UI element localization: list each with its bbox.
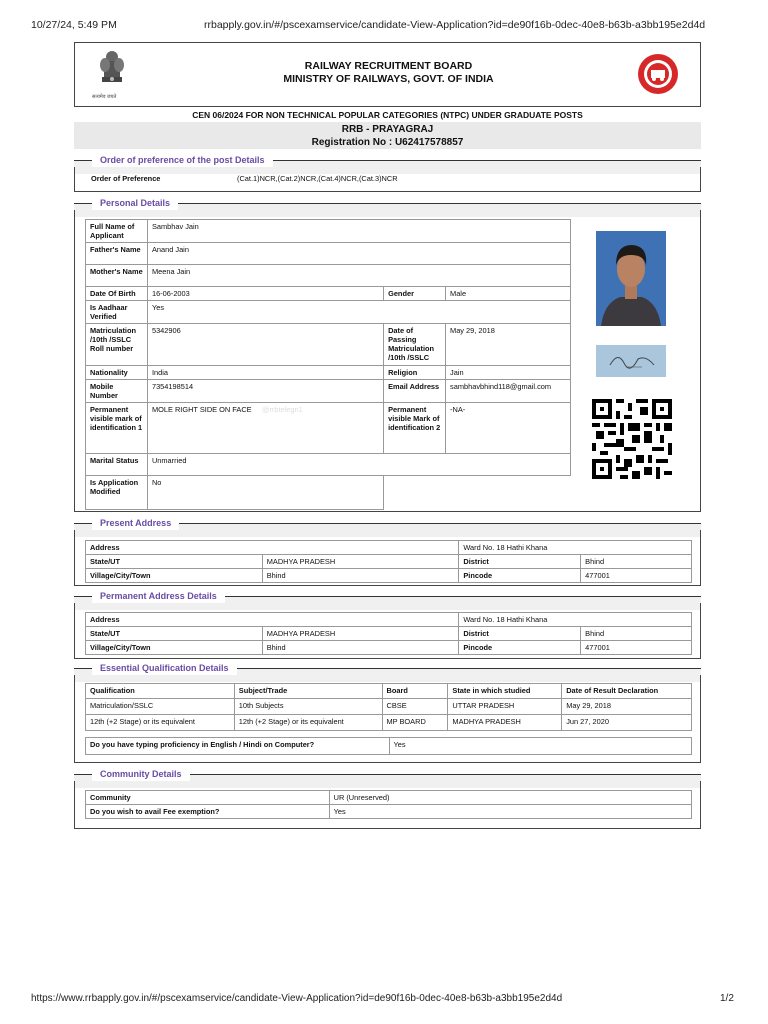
- present-pincode-label: Pincode: [459, 569, 581, 583]
- mark1-value: [147, 403, 383, 454]
- permanent-address-value: Ward No. 18 Hathi Khana: [459, 613, 692, 627]
- header-subtitle: MINISTRY OF RAILWAYS, GOVT. OF INDIA: [283, 73, 494, 85]
- passing-date-label: Date of Passing Matriculation /10th /SSLC: [384, 324, 446, 366]
- community-value: UR (Unreserved): [329, 791, 691, 805]
- qual-header-board: Board: [382, 684, 448, 699]
- matric-roll-label: Matriculation /10th /SSLC Roll number: [86, 324, 148, 366]
- passing-date-value: May 29, 2018: [446, 324, 571, 366]
- qual-cell: MP BOARD: [382, 715, 448, 731]
- typing-table: [85, 737, 692, 755]
- permanent-state-label: State/UT: [86, 627, 263, 641]
- preference-label: Order of Preference: [91, 174, 161, 183]
- qual-cell: 10th Subjects: [234, 699, 382, 715]
- qr-code-icon: [592, 398, 672, 480]
- print-url: rrbapply.gov.in/#/pscexamservice/candidate-View-Application?id=de90f16b-0dec-40e8-b63b-a3bb195e2d4d: [204, 19, 706, 31]
- community-table: [85, 790, 692, 819]
- qualification-table: [85, 683, 692, 731]
- preference-box: [74, 167, 701, 192]
- mark2-value: -NA-: [446, 403, 571, 454]
- table-row: [86, 715, 692, 731]
- present-district-value: Bhind: [581, 555, 692, 569]
- preference-section-title: Order of preference of the post Details: [92, 153, 273, 167]
- header-box: [74, 42, 701, 107]
- permanent-section-title: Permanent Address Details: [92, 589, 225, 603]
- registration-number: Registration No : U62417578857: [311, 137, 464, 148]
- applicant-photo: [596, 231, 666, 326]
- present-state-value: MADHYA PRADESH: [262, 555, 459, 569]
- notice-title: CEN 06/2024 FOR NON TECHNICAL POPULAR CATEGORIES (NTPC) UNDER GRADUATE POSTS: [192, 110, 583, 120]
- emblem-caption: सत्यमेव जयते: [92, 94, 117, 100]
- religion-value: Jain: [446, 366, 571, 380]
- qual-cell: May 29, 2018: [562, 699, 692, 715]
- personal-table: [85, 219, 571, 510]
- mother-name-label: Mother's Name: [86, 265, 148, 287]
- present-state-label: State/UT: [86, 555, 263, 569]
- permanent-pincode-label: Pincode: [459, 641, 581, 655]
- mobile-value: 7354198514: [147, 380, 383, 403]
- mark1-text: MOLE RIGHT SIDE ON FACE: [151, 405, 252, 414]
- typing-value: Yes: [389, 738, 691, 755]
- watermark: @rrbtelegn1: [261, 405, 303, 414]
- permanent-table: [85, 612, 692, 655]
- aadhaar-value: Yes: [147, 301, 570, 324]
- qual-cell: 12th (+2 Stage) or its equivalent: [86, 715, 235, 731]
- preference-value: (Cat.1)NCR,(Cat.2)NCR,(Cat.4)NCR,(Cat.3)NCR: [237, 174, 398, 183]
- full-name-label: Full Name of Applicant: [86, 220, 148, 243]
- nationality-label: Nationality: [86, 366, 148, 380]
- full-name-value: Sambhav Jain: [147, 220, 570, 243]
- nationality-value: India: [147, 366, 383, 380]
- present-table: [85, 540, 692, 583]
- permanent-district-value: Bhind: [581, 627, 692, 641]
- print-page-number: 1/2: [720, 993, 734, 1004]
- rrb-name: RRB - PRAYAGRAJ: [341, 124, 434, 135]
- permanent-state-value: MADHYA PRADESH: [262, 627, 459, 641]
- modified-label: Is Application Modified: [86, 476, 148, 510]
- qual-header-subject: Subject/Trade: [234, 684, 382, 699]
- present-address-value: Ward No. 18 Hathi Khana: [459, 541, 692, 555]
- qual-header-qualification: Qualification: [86, 684, 235, 699]
- typing-label: Do you have typing proficiency in English / Hindi on Computer?: [86, 738, 390, 755]
- permanent-village-value: Bhind: [262, 641, 459, 655]
- qual-cell: CBSE: [382, 699, 448, 715]
- fee-exemption-value: Yes: [329, 805, 691, 819]
- mother-name-value: Meena Jain: [147, 265, 570, 287]
- print-footer-url: https://www.rrbapply.gov.in/#/pscexamservice/candidate-View-Application?id=de90f16b-0dec-40e8-b63b-a3bb195e2d4d: [31, 993, 563, 1004]
- header-title: RAILWAY RECRUITMENT BOARD: [304, 60, 473, 72]
- present-village-label: Village/City/Town: [86, 569, 263, 583]
- father-name-value: Anand Jain: [147, 243, 570, 265]
- permanent-pincode-value: 477001: [581, 641, 692, 655]
- father-name-label: Father's Name: [86, 243, 148, 265]
- applicant-signature: [596, 345, 666, 377]
- present-pincode-value: 477001: [581, 569, 692, 583]
- aadhaar-label: Is Aadhaar Verified: [86, 301, 148, 324]
- gender-label: Gender: [384, 287, 446, 301]
- dob-label: Date Of Birth: [86, 287, 148, 301]
- mark1-label: Permanent visible mark of identification 1: [86, 403, 148, 454]
- print-datetime: 10/27/24, 5:49 PM: [31, 19, 117, 31]
- gender-value: Male: [446, 287, 571, 301]
- religion-label: Religion: [384, 366, 446, 380]
- matric-roll-value: 5342906: [147, 324, 383, 366]
- dob-value: 16-06-2003: [147, 287, 383, 301]
- community-label: Community: [86, 791, 330, 805]
- qual-header-date: Date of Result Declaration: [562, 684, 692, 699]
- qualification-section-title: Essential Qualification Details: [92, 661, 237, 675]
- permanent-district-label: District: [459, 627, 581, 641]
- personal-section-title: Personal Details: [92, 196, 178, 210]
- marital-label: Marital Status: [86, 454, 148, 476]
- qual-header-state: State in which studied: [448, 684, 562, 699]
- present-district-label: District: [459, 555, 581, 569]
- community-section-title: Community Details: [92, 767, 190, 781]
- present-village-value: Bhind: [262, 569, 459, 583]
- qual-cell: Matriculation/SSLC: [86, 699, 235, 715]
- mark2-label: Permanent visible Mark of identification 2: [384, 403, 446, 454]
- email-value: sambhavbhind118@gmail.com: [446, 380, 571, 403]
- marital-value: Unmarried: [147, 454, 570, 476]
- fee-exemption-label: Do you wish to avail Fee exemption?: [86, 805, 330, 819]
- modified-value: No: [147, 476, 383, 510]
- railway-logo-icon: [637, 53, 679, 95]
- qual-cell: UTTAR PRADESH: [448, 699, 562, 715]
- permanent-village-label: Village/City/Town: [86, 641, 263, 655]
- permanent-address-label: Address: [86, 613, 459, 627]
- present-section-title: Present Address: [92, 516, 179, 530]
- table-row: [86, 699, 692, 715]
- mobile-label: Mobile Number: [86, 380, 148, 403]
- qual-cell: 12th (+2 Stage) or its equivalent: [234, 715, 382, 731]
- email-label: Email Address: [384, 380, 446, 403]
- qual-cell: MADHYA PRADESH: [448, 715, 562, 731]
- present-address-label: Address: [86, 541, 459, 555]
- qual-cell: Jun 27, 2020: [562, 715, 692, 731]
